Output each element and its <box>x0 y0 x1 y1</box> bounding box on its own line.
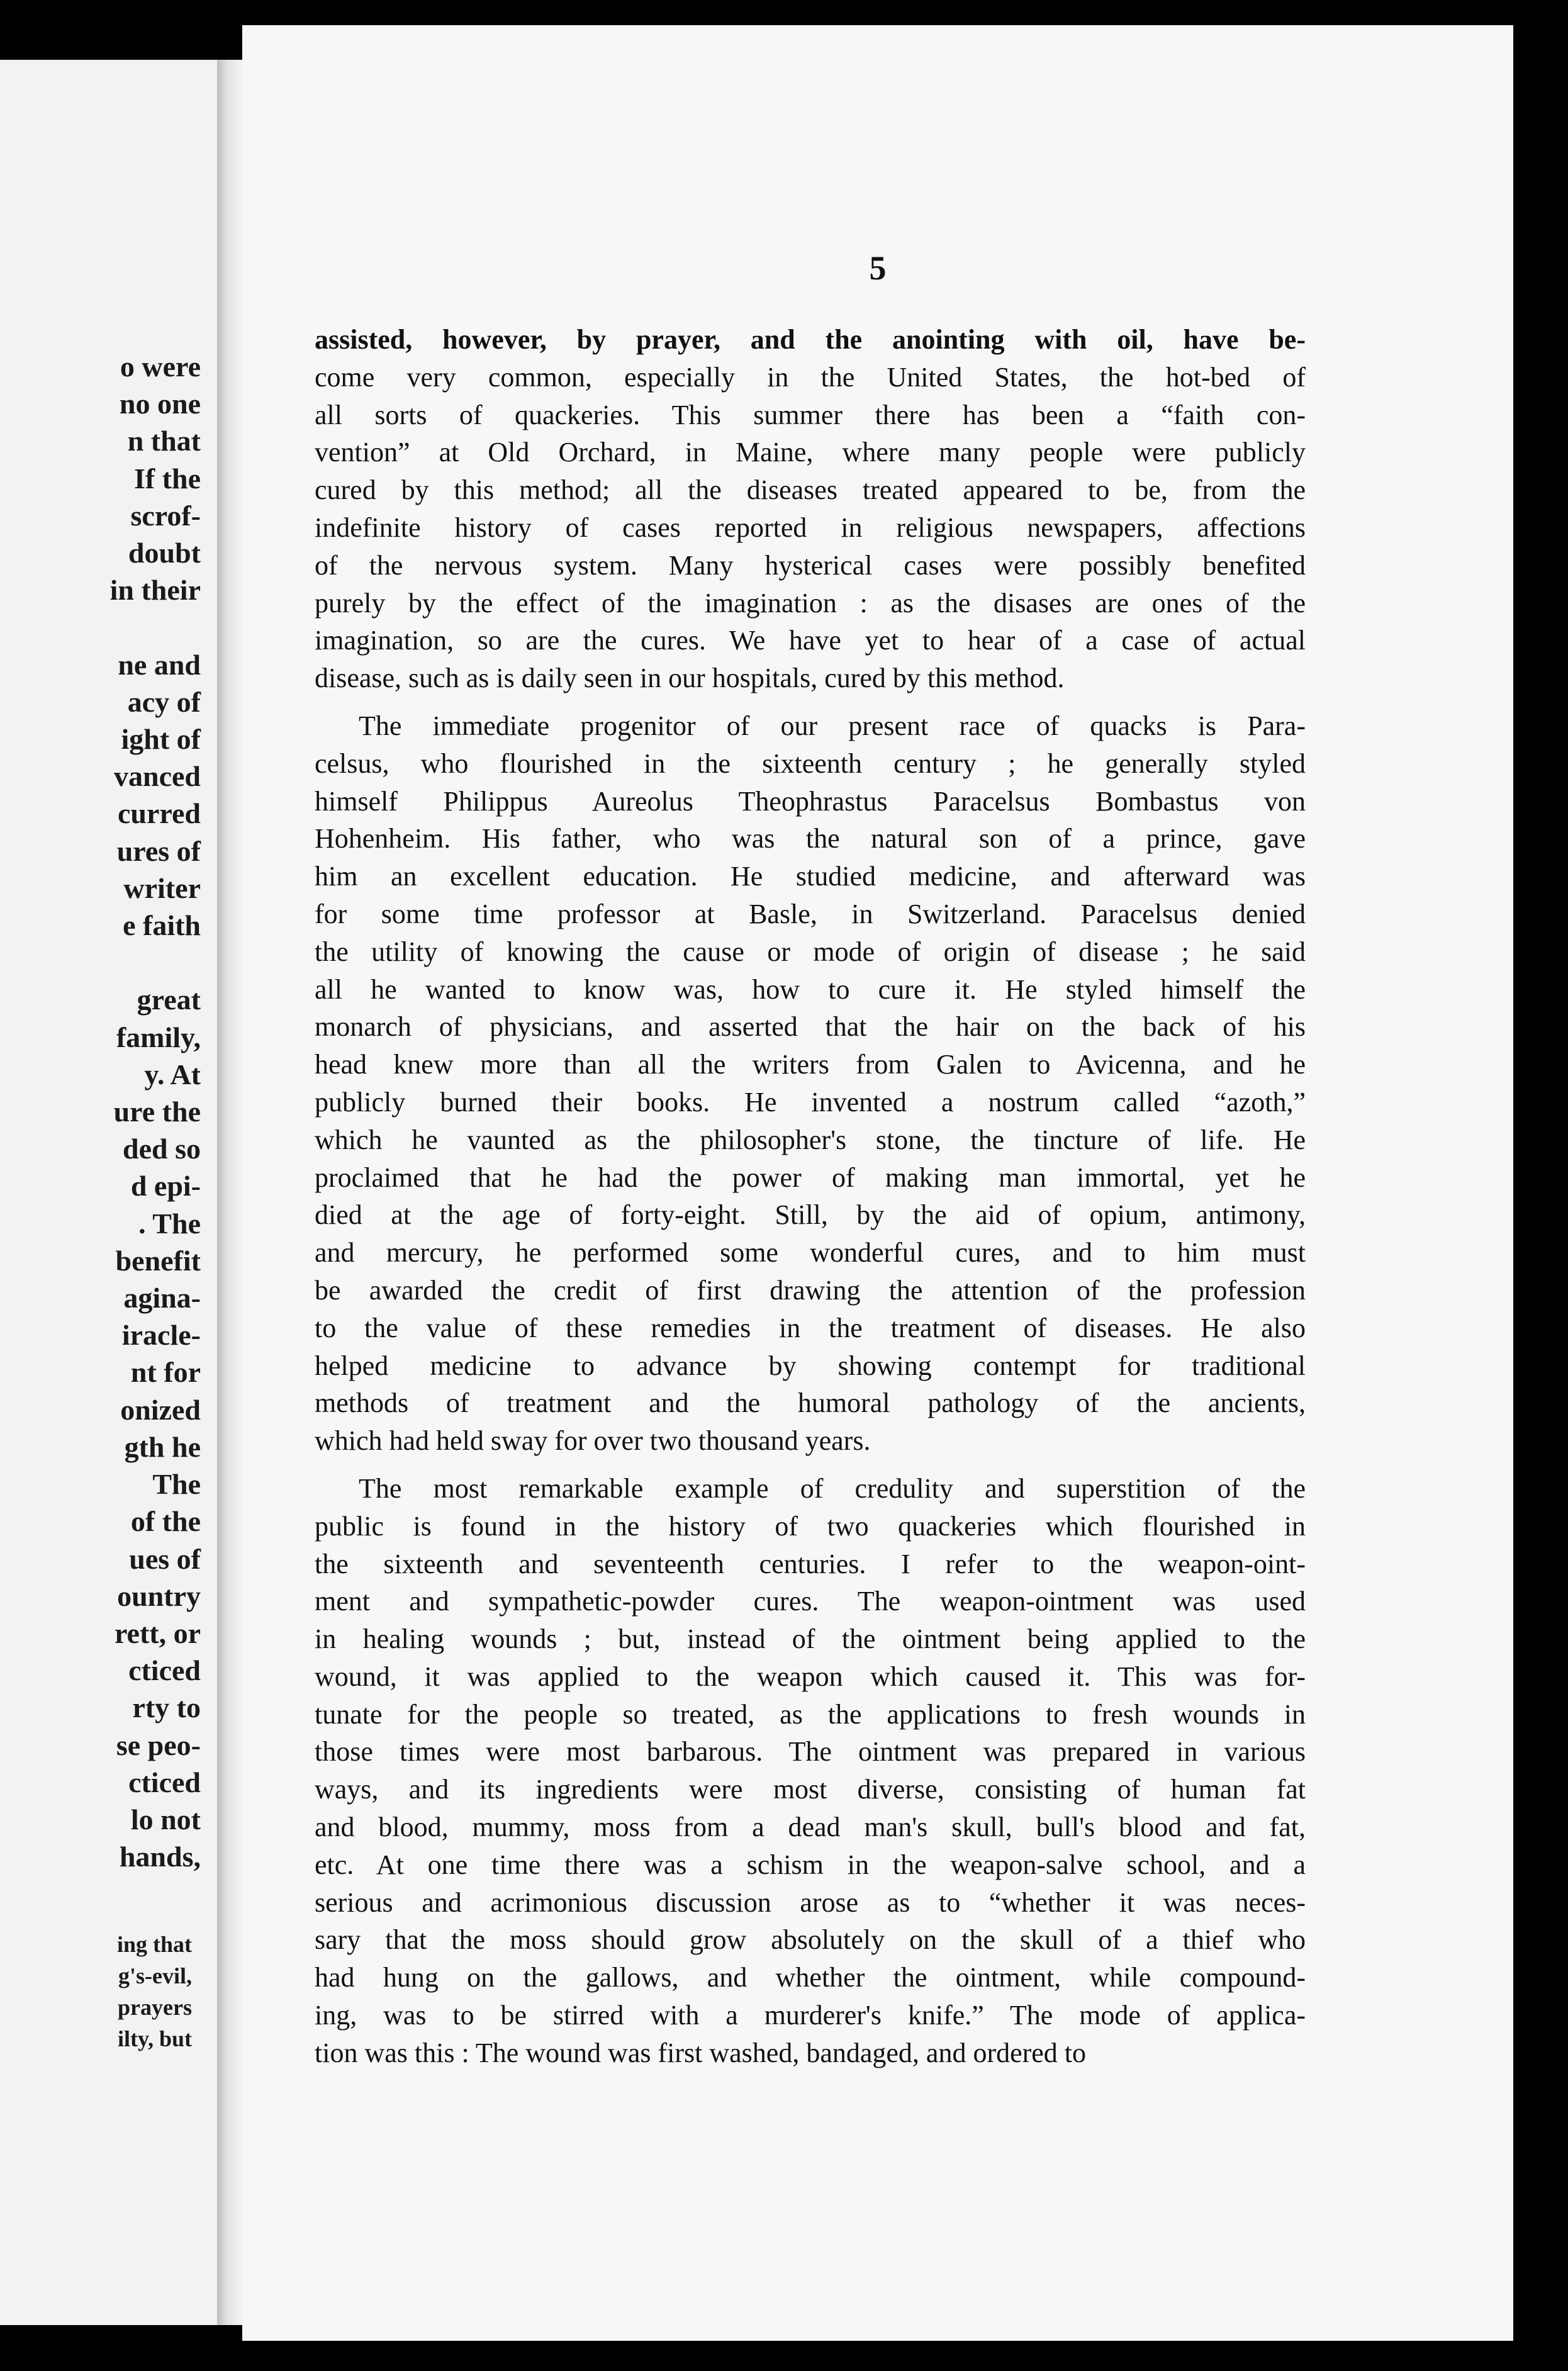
facing-page-line <box>110 944 201 981</box>
text-line: monarch of physicians, and asserted that the hair on the back of his <box>315 1011 1306 1043</box>
facing-page-line: rty to <box>132 1691 201 1724</box>
text-line: and blood, mummy, moss from a dead man's skull, bull's blood and fat, <box>315 1812 1306 1843</box>
facing-page-line: . The <box>138 1207 201 1240</box>
facing-page-line: iracle- <box>121 1319 201 1352</box>
facing-page-footnote-line: ilty, but <box>117 2026 192 2051</box>
text-line: and mercury, he performed some wonderful cures, and to him must <box>315 1237 1306 1269</box>
facing-page-line: se peo- <box>116 1729 201 1761</box>
facing-page-text <box>110 348 201 1875</box>
book-gutter <box>217 60 242 2325</box>
text-line: methods of treatment and the humoral pathology of the ancients, <box>315 1387 1306 1419</box>
facing-page-line: scrof- <box>130 499 201 532</box>
facing-page-fragment <box>0 60 217 2325</box>
facing-page-line: ne and <box>118 648 201 681</box>
facing-page-line: of the <box>130 1505 201 1538</box>
body-text <box>315 321 1306 2072</box>
text-line: him an excellent education. He studied medicine, and afterward was <box>315 861 1306 892</box>
facing-page-line: n that <box>127 425 201 457</box>
text-line: sary that the moss should grow absolutely on the skull of a thief who <box>315 1924 1306 1956</box>
text-line: serious and acrimonious discussion arose as to “whether it was neces- <box>315 1886 1306 1918</box>
text-line: vention” at Old Orchard, in Maine, where many people were publicly <box>315 437 1306 468</box>
text-line: had hung on the gallows, and whether the ointment, while compound- <box>315 1962 1306 1993</box>
facing-page-line: gth he <box>124 1430 201 1463</box>
text-line: to the value of these remedies in the treatment of diseases. He also <box>315 1312 1306 1343</box>
text-line: public is found in the history of two quackeries which flourished in <box>315 1510 1306 1542</box>
text-line: for some time professor at Basle, in Switzerland. Paracelsus denied <box>315 898 1306 929</box>
facing-page-footnote <box>117 1929 192 2054</box>
facing-page-line: acy of <box>127 685 201 718</box>
text-line: tunate for the people so treated, as the applications to fresh wounds in <box>315 1698 1306 1730</box>
text-line: tion was this : The wound was first washed, bandaged, and ordered to <box>315 2037 1087 2068</box>
facing-page-line: curred <box>117 797 201 830</box>
facing-page-line: rett, or <box>114 1617 201 1649</box>
facing-page-line: ures of <box>116 834 201 867</box>
facing-page-footnote-line: g's-evil, <box>118 1963 192 1988</box>
text-line: come very common, especially in the United States, the hot-bed of <box>315 361 1306 393</box>
facing-page-line: ight of <box>121 723 201 756</box>
facing-page-line: hands, <box>119 1841 201 1873</box>
facing-page-line: e faith <box>123 909 201 942</box>
text-line: purely by the effect of the imagination : as the disases are ones of the <box>315 587 1306 619</box>
text-line: all sorts of quackeries. This summer there has been a “faith con- <box>315 399 1306 430</box>
text-line: disease, such as is daily seen in our hospitals, cured by this method. <box>315 663 1065 694</box>
text-line: himself Philippus Aureolus Theophrastus Paracelsus Bombastus von <box>315 785 1306 817</box>
text-line: etc. At one time there was a schism in the weapon-salve school, and a <box>315 1849 1306 1880</box>
text-line: which he vaunted as the philosopher's stone, the tincture of life. He <box>315 1124 1306 1155</box>
facing-page-line: writer <box>123 872 201 904</box>
facing-page-line: agina- <box>123 1282 201 1314</box>
facing-page-line: doubt <box>128 537 201 569</box>
text-line: ment and sympathetic-powder cures. The weapon-ointment was used <box>315 1586 1306 1617</box>
text-line: Hohenheim. His father, who was the natural son of a prince, gave <box>315 823 1306 855</box>
text-line: which had held sway for over two thousand years. <box>315 1425 871 1457</box>
text-line: assisted, however, by prayer, and the anointing with oil, have be- <box>315 324 1306 355</box>
facing-page-line: ues of <box>129 1542 201 1575</box>
facing-page-line: nt for <box>130 1356 201 1389</box>
facing-page-footnote-line: ing that <box>116 1932 192 1957</box>
text-line: of the nervous system. Many hysterical cases were possibly benefited <box>315 549 1306 581</box>
text-line: ways, and its ingredients were most diverse, consisting of human fat <box>315 1774 1306 1805</box>
paragraph-gap <box>315 697 1306 707</box>
paragraph <box>315 1470 1306 2072</box>
page <box>242 25 1513 2341</box>
facing-page-line: d epi- <box>130 1170 201 1202</box>
facing-page-line: cticed <box>128 1766 201 1798</box>
facing-page-line: y. At <box>144 1058 201 1090</box>
facing-page-line: onized <box>120 1393 201 1426</box>
facing-page-line: cticed <box>128 1654 201 1687</box>
paragraph <box>315 321 1306 697</box>
text-line: ing, was to be stirred with a murderer's knife.” The mode of applica- <box>315 2000 1306 2031</box>
facing-page-footnote-line: prayers <box>118 1995 192 2020</box>
text-line: all he wanted to know was, how to cure it. He styled himself the <box>315 973 1306 1005</box>
facing-page-line: The <box>152 1468 201 1501</box>
text-line: the utility of knowing the cause or mode of origin of disease ; he said <box>315 936 1306 967</box>
text-line: publicly burned their books. He invented a nostrum called “azoth,” <box>315 1086 1306 1118</box>
facing-page-line: If the <box>133 462 201 495</box>
text-line: cured by this method; all the diseases treated appeared to be, from the <box>315 474 1306 506</box>
text-line: The most remarkable example of credulity and superstition of the <box>359 1472 1306 1504</box>
facing-page-line: ure the <box>113 1096 201 1128</box>
paragraph-gap <box>315 1460 1306 1470</box>
text-line: be awarded the credit of first drawing the attention of the profession <box>315 1274 1306 1306</box>
text-line: celsus, who flourished in the sixteenth century ; he generally styled <box>315 748 1306 779</box>
facing-page-line: ountry <box>117 1579 201 1612</box>
text-line: head knew more than all the writers from Galen to Avicenna, and he <box>315 1049 1306 1080</box>
text-line: indefinite history of cases reported in religious newspapers, affections <box>315 512 1306 543</box>
text-line: The immediate progenitor of our present race of quacks is Para- <box>359 710 1306 741</box>
text-line: those times were most barbarous. The ointment was prepared in various <box>315 1736 1306 1768</box>
page-number: 5 <box>869 249 887 287</box>
text-line: imagination, so are the cures. We have yet to hear of a case of actual <box>315 625 1306 656</box>
facing-page-line: lo not <box>130 1803 201 1836</box>
facing-page-line: great <box>137 984 201 1016</box>
facing-page-line: o were <box>120 350 201 383</box>
facing-page-line: vanced <box>114 760 201 793</box>
text-line: proclaimed that he had the power of making man immortal, yet he <box>315 1162 1306 1193</box>
facing-page-line: ded so <box>123 1133 201 1165</box>
text-line: the sixteenth and seventeenth centuries. I refer to the weapon-oint- <box>315 1548 1306 1579</box>
text-line: helped medicine to advance by showing contempt for traditional <box>315 1350 1306 1381</box>
paragraph <box>315 707 1306 1460</box>
corner-mark-icon <box>1443 67 1459 82</box>
facing-page-line: no one <box>119 388 201 420</box>
facing-page-line: family, <box>116 1021 201 1053</box>
facing-page-line <box>110 608 201 646</box>
text-line: died at the age of forty-eight. Still, by the aid of opium, antimony, <box>315 1199 1306 1231</box>
text-line: in healing wounds ; but, instead of the ointment being applied to the <box>315 1623 1306 1655</box>
facing-page-line: in their <box>109 574 201 607</box>
text-line: wound, it was applied to the weapon which caused it. This was for- <box>315 1661 1306 1692</box>
facing-page-line: benefit <box>115 1244 201 1277</box>
